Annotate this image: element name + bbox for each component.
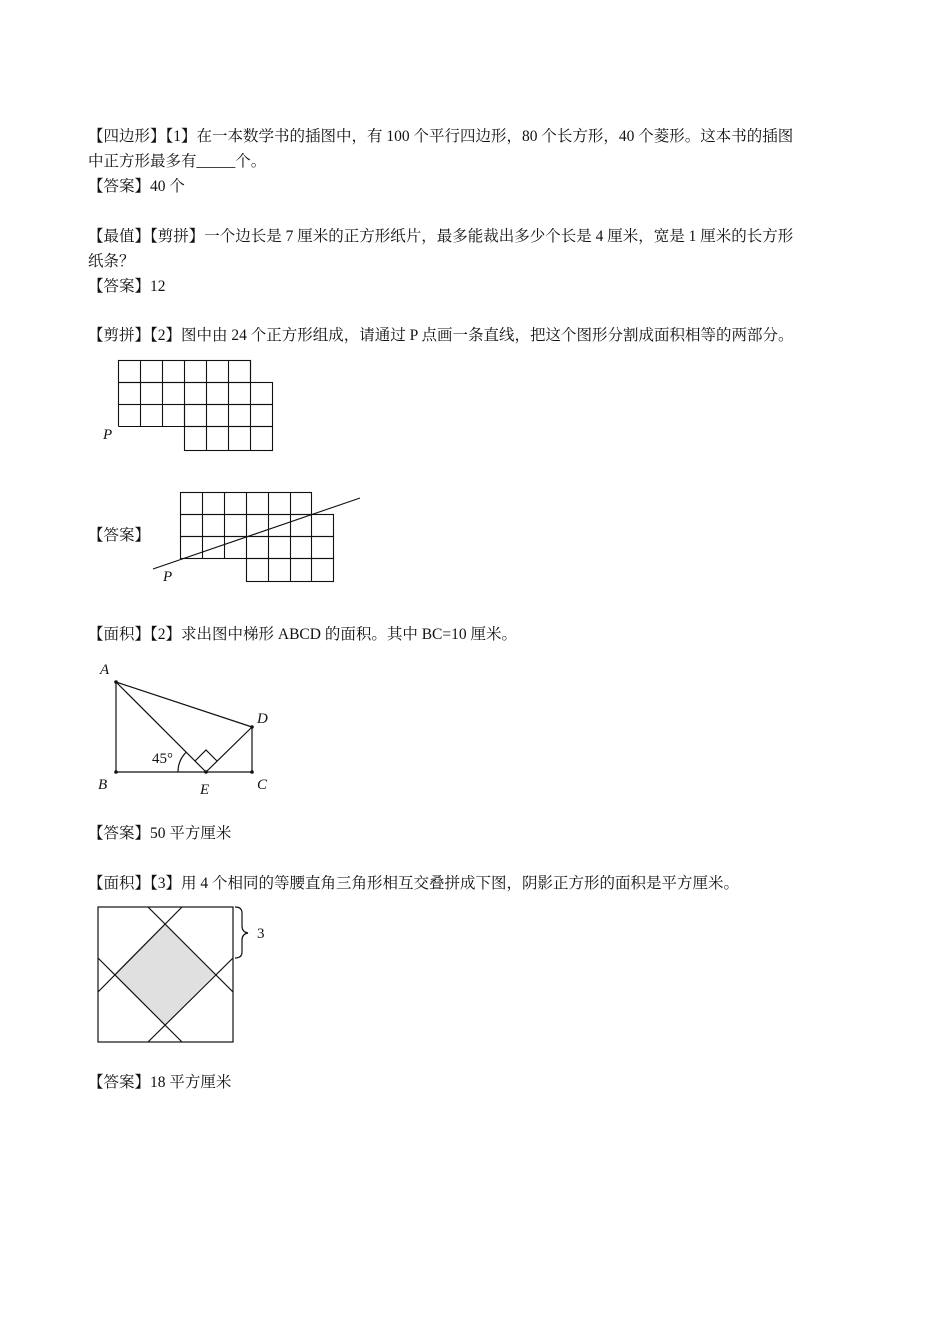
q4-label-b: B	[98, 777, 108, 793]
q4-label-c: C	[257, 777, 268, 793]
q2-text-line1: 【最值】【剪拼】一个边长是 7 厘米的正方形纸片，最多能裁出多少个长是 4 厘米，宽是 1 厘米的长方形	[88, 228, 794, 245]
q5-square-figure	[90, 900, 280, 1050]
q4-label-e: E	[200, 782, 210, 798]
q5-brace-label: 3	[257, 926, 265, 942]
q4-text-line1: 【面积】【2】求出图中梯形 ABCD 的面积。其中 BC=10 厘米。	[88, 626, 517, 643]
q3-point-p-label: P	[103, 427, 113, 443]
q3-answer-figure	[150, 488, 365, 588]
q3-grid-figure	[95, 355, 285, 455]
q4-angle-label: 45°	[152, 751, 173, 767]
q3-answer-prefix: 【答案】	[88, 527, 151, 544]
q5-text-line1: 【面积】【3】用 4 个相同的等腰直角三角形相互交叠拼成下图，阴影正方形的面积是平方厘米。	[88, 875, 740, 892]
q2-answer: 【答案】12	[88, 278, 166, 295]
q5-shaded-square	[114, 923, 215, 1024]
q4-answer: 【答案】50 平方厘米	[88, 825, 232, 842]
q4-label-a: A	[100, 662, 110, 678]
q2-text-line2: 纸条？	[88, 253, 135, 270]
q3-answer-point-p-label: P	[163, 569, 173, 585]
q3-text-line1: 【剪拼】【2】图中由 24 个正方形组成，请通过 P 点画一条直线，把这个图形分割成面积相等的两部分。	[88, 327, 794, 344]
q1-text-line2: 中正方形最多有_____个。	[88, 153, 267, 170]
q5-answer: 【答案】18 平方厘米	[88, 1074, 232, 1091]
q4-trapezoid-figure	[90, 655, 290, 805]
q1-text-line1: 【四边形】【1】在一本数学书的插图中，有 100 个平行四边形，80 个长方形，40 个菱形。这本书的插图	[88, 128, 794, 145]
q1-answer: 【答案】40 个	[88, 178, 185, 195]
q4-label-d: D	[257, 711, 268, 727]
